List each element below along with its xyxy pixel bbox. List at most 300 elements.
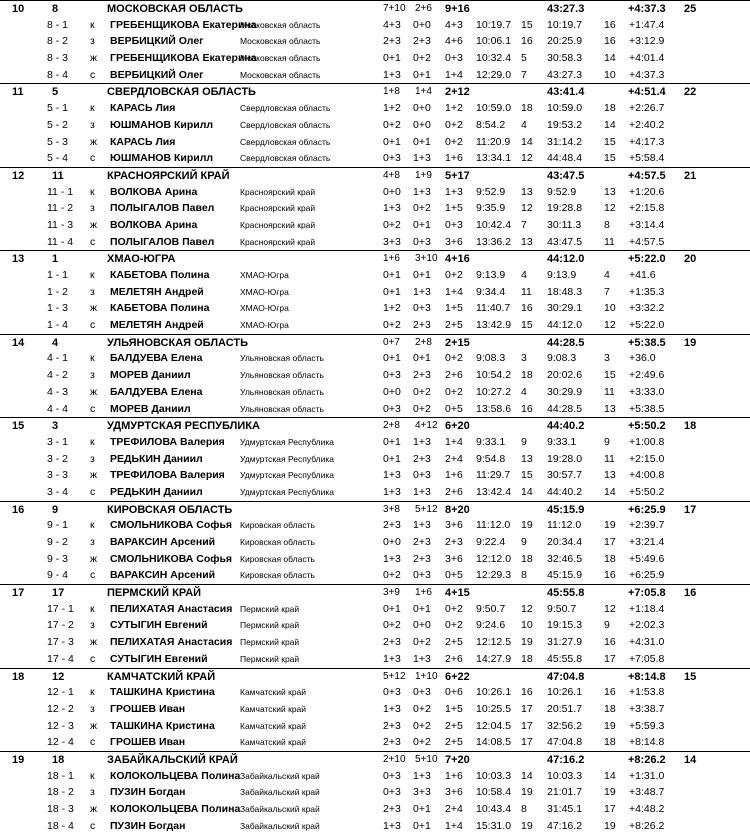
athlete-row — [0, 651, 750, 668]
leg-gap: +5:38.5 — [629, 402, 665, 415]
leg-penalty-total: 2+6 — [445, 652, 463, 665]
team-time: 45:55.8 — [547, 587, 585, 600]
leg-penalty-standing: 1+3 — [413, 769, 431, 782]
team-region: КРАСНОЯРСКИЙ КРАЙ — [107, 169, 230, 182]
team-gap: +8:14.8 — [628, 670, 666, 683]
leg-penalty-standing: 0+2 — [413, 636, 431, 649]
leg-time: 9:52.9 — [476, 185, 506, 198]
leg-gap: +3:48.7 — [629, 786, 665, 799]
cumulative-rank: 14 — [604, 52, 616, 65]
leg-penalty-standing: 0+2 — [413, 402, 431, 415]
team-gap: +4:57.5 — [628, 169, 666, 182]
leg-penalty-standing: 0+1 — [413, 68, 431, 81]
leg-time: 10:25.5 — [476, 702, 512, 715]
leg-penalty-standing: 1+3 — [413, 435, 431, 448]
team-region: МОСКОВСКАЯ ОБЛАСТЬ — [107, 3, 243, 15]
athlete-region: Забайкальский край — [240, 787, 320, 798]
leg-penalty-prone: 1+2 — [383, 302, 401, 315]
leg-stage: з — [90, 536, 95, 548]
leg-stage: ж — [90, 803, 98, 815]
leg-penalty-prone: 2+3 — [383, 636, 401, 649]
athlete-name: РЕДЬКИН Даниил — [110, 485, 203, 498]
leg-rank: 12 — [521, 152, 533, 165]
athlete-region: Удмуртская Республика — [240, 486, 335, 497]
leg-stage: к — [90, 519, 95, 532]
athlete-name: ПЕЛИХАТАЯ Анастасия — [110, 636, 233, 649]
leg-gap: +1:20.6 — [629, 185, 665, 198]
leg-gap: +5:22.0 — [629, 319, 665, 332]
cumulative-time: 11:12.0 — [547, 519, 582, 532]
leg-number: 4 - 1 — [47, 352, 69, 365]
team-row — [0, 250, 750, 267]
team-time: 43:41.4 — [547, 86, 585, 99]
team-place: 13 — [12, 253, 25, 266]
athlete-region: Камчатский край — [240, 687, 307, 698]
leg-penalty-standing: 0+3 — [413, 469, 431, 482]
leg-number: 4 - 4 — [47, 402, 69, 415]
cumulative-rank: 16 — [604, 636, 616, 649]
leg-time: 9:08.3 — [476, 352, 506, 365]
leg-number: 1 - 4 — [47, 319, 69, 332]
leg-penalty-prone: 0+1 — [383, 135, 401, 148]
leg-stage: с — [90, 819, 96, 832]
leg-gap: +3:38.7 — [629, 702, 665, 715]
leg-penalty-prone: 1+3 — [383, 202, 401, 215]
team-gap: +5:38.5 — [628, 336, 666, 349]
leg-stage: з — [90, 452, 95, 465]
cumulative-time: 32:56.2 — [547, 719, 583, 732]
team-points: 16 — [684, 587, 697, 600]
leg-penalty-standing: 0+0 — [413, 18, 431, 31]
leg-penalty-standing: 0+1 — [413, 352, 431, 365]
leg-number: 9 - 1 — [47, 519, 69, 532]
team-penalty-prone: 3+8 — [383, 503, 400, 515]
athlete-region: Пермский край — [240, 603, 300, 614]
leg-stage: з — [90, 702, 95, 715]
leg-rank: 13 — [521, 185, 533, 198]
leg-time: 10:06.1 — [476, 35, 512, 48]
team-bib: 11 — [52, 169, 64, 182]
cumulative-time: 30:29.1 — [547, 302, 583, 315]
leg-penalty-prone: 0+2 — [383, 319, 401, 332]
leg-time: 10:19.7 — [476, 18, 512, 31]
athlete-row — [0, 718, 750, 735]
leg-time: 11:40.7 — [476, 302, 511, 315]
cumulative-rank: 19 — [604, 786, 616, 799]
leg-number: 1 - 3 — [47, 302, 69, 315]
leg-penalty-total: 0+3 — [445, 52, 463, 65]
athlete-name: КАБЕТОВА Полина — [110, 302, 210, 315]
team-bib: 18 — [52, 753, 65, 766]
athlete-region: Удмуртская Республика — [240, 436, 335, 447]
cumulative-rank: 11 — [604, 452, 615, 465]
team-points: 14 — [684, 753, 697, 766]
leg-gap: +6:25.9 — [629, 569, 665, 582]
leg-penalty-total: 3+6 — [445, 519, 463, 532]
leg-penalty-standing: 0+0 — [413, 619, 431, 632]
leg-penalty-prone: 0+0 — [383, 536, 401, 548]
athlete-region: Красноярский край — [240, 203, 316, 214]
team-place: 19 — [12, 753, 25, 766]
athlete-row — [0, 467, 750, 484]
leg-penalty-prone: 0+1 — [383, 269, 401, 281]
leg-number: 17 - 2 — [47, 619, 74, 632]
cumulative-rank: 16 — [604, 18, 616, 31]
cumulative-time: 20:34.4 — [547, 536, 583, 548]
leg-stage: з — [90, 369, 95, 382]
leg-penalty-prone: 1+3 — [383, 652, 401, 665]
athlete-row — [0, 551, 750, 568]
leg-penalty-standing: 2+3 — [413, 552, 431, 565]
leg-penalty-prone: 0+3 — [383, 152, 401, 165]
team-time: 47:16.2 — [547, 753, 585, 766]
leg-gap: +4:48.2 — [629, 803, 665, 815]
athlete-row — [0, 17, 750, 34]
leg-time: 10:58.4 — [476, 786, 512, 799]
leg-time: 12:12.5 — [476, 636, 512, 649]
athlete-name: МОРЕВ Даниил — [110, 369, 191, 382]
athlete-row — [0, 768, 750, 785]
leg-penalty-total: 2+6 — [445, 485, 463, 498]
leg-penalty-prone: 0+2 — [383, 118, 401, 131]
leg-time: 9:50.7 — [476, 602, 506, 615]
leg-number: 1 - 1 — [47, 269, 69, 281]
leg-penalty-total: 0+2 — [445, 352, 463, 365]
cumulative-rank: 18 — [604, 102, 616, 115]
leg-gap: +4:01.4 — [629, 52, 665, 65]
leg-time: 12:29.3 — [476, 569, 512, 582]
leg-penalty-prone: 0+3 — [383, 686, 401, 699]
team-region: КАМЧАТСКИЙ КРАЙ — [107, 670, 216, 683]
leg-penalty-total: 0+2 — [445, 385, 463, 398]
leg-time: 12:29.0 — [476, 68, 512, 81]
team-row — [0, 668, 750, 685]
leg-penalty-standing: 2+3 — [413, 319, 431, 332]
cumulative-rank: 18 — [604, 552, 616, 565]
leg-rank: 9 — [521, 536, 527, 548]
cumulative-time: 47:16.2 — [547, 819, 583, 832]
leg-number: 9 - 4 — [47, 569, 69, 582]
team-bib: 17 — [52, 587, 65, 600]
team-points: 19 — [684, 336, 697, 349]
athlete-name: СМОЛЬНИКОВА Софья — [110, 552, 233, 565]
athlete-name: ПОЛЫГАЛОВ Павел — [110, 235, 215, 248]
leg-penalty-standing: 0+0 — [413, 118, 431, 131]
athlete-region: Пермский край — [240, 620, 300, 631]
leg-time: 10:26.1 — [476, 686, 512, 699]
cumulative-time: 30:11.3 — [547, 218, 582, 231]
athlete-name: ГРОШЕВ Иван — [110, 702, 186, 715]
leg-time: 13:58.6 — [476, 402, 512, 415]
cumulative-rank: 3 — [604, 352, 610, 365]
leg-penalty-standing: 0+3 — [413, 302, 431, 315]
leg-time: 9:35.9 — [476, 202, 506, 215]
cumulative-rank: 9 — [604, 435, 610, 448]
cumulative-rank: 12 — [604, 602, 616, 615]
athlete-region: Московская область — [240, 36, 321, 47]
athlete-region: ХМАО-Югра — [240, 270, 289, 280]
leg-penalty-prone: 0+3 — [383, 402, 401, 415]
leg-stage: ж — [90, 552, 98, 565]
team-row — [0, 584, 750, 601]
athlete-name: ГРЕБЕНЩИКОВА Екатерина — [110, 52, 257, 65]
athlete-region: Ульяновская область — [240, 386, 324, 397]
leg-penalty-total: 2+4 — [445, 803, 463, 815]
athlete-region: Кировская область — [240, 537, 315, 547]
team-penalty-prone: 3+9 — [383, 587, 400, 599]
leg-penalty-total: 3+6 — [445, 552, 463, 565]
leg-gap: +5:59.3 — [629, 719, 665, 732]
leg-penalty-total: 1+3 — [445, 185, 463, 198]
team-place: 15 — [12, 420, 25, 433]
cumulative-time: 47:04.8 — [547, 736, 583, 749]
athlete-name: МОРЕВ Даниил — [110, 402, 191, 415]
athlete-row — [0, 534, 750, 551]
leg-penalty-standing: 0+3 — [413, 686, 431, 699]
team-penalty-standing: 4+12 — [415, 420, 438, 432]
leg-gap: +5:49.6 — [629, 552, 665, 565]
leg-penalty-total: 1+2 — [445, 102, 463, 115]
cumulative-rank: 8 — [604, 218, 610, 231]
cumulative-rank: 19 — [604, 719, 616, 732]
leg-rank: 13 — [521, 235, 533, 248]
athlete-row — [0, 818, 750, 835]
leg-stage: с — [90, 152, 96, 165]
cumulative-time: 31:45.1 — [547, 803, 583, 815]
cumulative-rank: 17 — [604, 803, 616, 815]
team-points: 21 — [684, 169, 697, 182]
leg-penalty-total: 2+6 — [445, 369, 463, 382]
athlete-region: Камчатский край — [240, 737, 307, 748]
cumulative-rank: 15 — [604, 152, 616, 165]
leg-time: 9:22.4 — [476, 536, 506, 548]
leg-stage: к — [90, 18, 95, 31]
cumulative-time: 19:53.2 — [547, 118, 583, 131]
leg-stage: ж — [90, 52, 98, 65]
athlete-region: Забайкальский край — [240, 770, 320, 781]
athlete-name: ТРЕФИЛОВА Валерия — [110, 469, 225, 482]
cumulative-time: 31:27.9 — [547, 636, 583, 649]
leg-gap: +1:53.8 — [629, 686, 665, 699]
team-time: 44:28.5 — [547, 336, 585, 349]
team-penalty-total: 9+16 — [445, 3, 470, 15]
leg-number: 3 - 3 — [47, 469, 69, 482]
athlete-name: ТАШКИНА Кристина — [110, 719, 215, 732]
athlete-name: СУТЫГИН Евгений — [110, 652, 208, 665]
athlete-row — [0, 317, 750, 334]
leg-rank: 14 — [521, 769, 533, 782]
cumulative-rank: 13 — [604, 469, 616, 482]
leg-rank: 16 — [521, 402, 533, 415]
leg-penalty-standing: 2+3 — [413, 35, 431, 48]
leg-rank: 17 — [521, 736, 533, 749]
cumulative-time: 44:48.4 — [547, 152, 583, 165]
athlete-row — [0, 451, 750, 468]
cumulative-rank: 10 — [604, 302, 616, 315]
athlete-name: ВЕРБИЦКИЙ Олег — [110, 35, 204, 48]
leg-stage: з — [90, 285, 95, 298]
cumulative-rank: 15 — [604, 369, 616, 382]
athlete-name: КАРАСЬ Лия — [110, 135, 176, 148]
athlete-region: Камчатский край — [240, 703, 307, 714]
leg-penalty-total: 0+2 — [445, 619, 463, 632]
leg-time: 10:32.4 — [476, 52, 512, 65]
athlete-region: Красноярский край — [240, 186, 316, 197]
leg-time: 12:04.5 — [476, 719, 512, 732]
athlete-name: ГРОШЕВ Иван — [110, 736, 186, 749]
leg-rank: 18 — [521, 652, 533, 665]
leg-time: 11:12.0 — [476, 519, 511, 532]
cumulative-rank: 10 — [604, 68, 616, 81]
team-penalty-total: 4+16 — [445, 253, 470, 266]
cumulative-rank: 19 — [604, 819, 616, 832]
leg-penalty-standing: 0+2 — [413, 736, 431, 749]
team-row — [0, 167, 750, 184]
leg-gap: +1:00.8 — [629, 435, 665, 448]
team-penalty-total: 7+20 — [445, 753, 470, 766]
leg-gap: +2:02.3 — [629, 619, 665, 632]
athlete-row — [0, 617, 750, 634]
cumulative-rank: 14 — [604, 769, 616, 782]
leg-time: 13:36.2 — [476, 235, 512, 248]
cumulative-time: 45:15.9 — [547, 569, 583, 582]
athlete-region: Камчатский край — [240, 720, 307, 731]
leg-rank: 4 — [521, 269, 527, 281]
athlete-name: МЕЛЕТЯН Андрей — [110, 319, 204, 332]
leg-stage: ж — [90, 385, 98, 398]
athlete-name: СМОЛЬНИКОВА Софья — [110, 519, 233, 532]
leg-time: 10:03.3 — [476, 769, 512, 782]
athlete-row — [0, 434, 750, 451]
team-gap: +5:22.0 — [628, 253, 666, 266]
leg-penalty-total: 1+6 — [445, 152, 463, 165]
leg-penalty-standing: 2+3 — [413, 536, 431, 548]
leg-stage: ж — [90, 636, 98, 649]
athlete-row — [0, 784, 750, 801]
leg-number: 11 - 4 — [47, 235, 74, 248]
cumulative-time: 10:59.0 — [547, 102, 583, 115]
leg-rank: 19 — [521, 519, 533, 532]
leg-gap: +1:18.4 — [629, 602, 665, 615]
cumulative-rank: 17 — [604, 536, 616, 548]
team-place: 18 — [12, 670, 25, 683]
leg-stage: к — [90, 602, 95, 615]
leg-time: 10:27.2 — [476, 385, 512, 398]
team-penalty-standing: 5+10 — [415, 753, 438, 765]
athlete-region: Ульяновская область — [240, 370, 324, 381]
athlete-row — [0, 50, 750, 67]
team-bib: 4 — [52, 336, 59, 349]
team-penalty-standing: 3+10 — [415, 253, 438, 265]
leg-number: 18 - 2 — [47, 786, 74, 799]
leg-number: 12 - 2 — [47, 702, 74, 715]
athlete-name: БАЛДУЕВА Елена — [110, 352, 203, 365]
leg-gap: +7:05.8 — [629, 652, 665, 665]
athlete-row — [0, 67, 750, 84]
leg-penalty-prone: 0+3 — [383, 769, 401, 782]
leg-penalty-prone: 1+3 — [383, 819, 401, 832]
athlete-name: ВАРАКСИН Арсений — [110, 569, 216, 582]
athlete-region: Кировская область — [240, 520, 315, 531]
leg-gap: +3:14.4 — [629, 218, 665, 231]
athlete-row — [0, 134, 750, 151]
athlete-region: Свердловская область — [240, 119, 331, 130]
leg-stage: з — [90, 786, 95, 799]
leg-time: 10:43.4 — [476, 803, 512, 815]
athlete-row — [0, 634, 750, 651]
leg-penalty-prone: 2+3 — [383, 519, 401, 532]
team-bib: 1 — [52, 253, 59, 266]
leg-rank: 19 — [521, 819, 533, 832]
team-penalty-standing: 1+9 — [415, 169, 432, 181]
leg-penalty-total: 1+4 — [445, 819, 463, 832]
leg-rank: 4 — [521, 118, 527, 131]
leg-penalty-standing: 0+3 — [413, 569, 431, 582]
team-gap: +8:26.2 — [628, 753, 666, 766]
cumulative-time: 45:55.8 — [547, 652, 583, 665]
leg-penalty-prone: 0+1 — [383, 435, 401, 448]
cumulative-time: 10:19.7 — [547, 18, 583, 31]
leg-penalty-standing: 1+3 — [413, 652, 431, 665]
leg-penalty-standing: 0+2 — [413, 52, 431, 65]
leg-penalty-standing: 1+3 — [413, 485, 431, 498]
team-penalty-total: 2+15 — [445, 336, 470, 349]
athlete-row — [0, 100, 750, 117]
leg-rank: 19 — [521, 636, 533, 649]
leg-rank: 17 — [521, 702, 533, 715]
leg-penalty-standing: 0+3 — [413, 235, 431, 248]
leg-rank: 14 — [521, 135, 533, 148]
leg-rank: 8 — [521, 803, 527, 815]
leg-rank: 14 — [521, 485, 533, 498]
leg-rank: 12 — [521, 602, 533, 615]
leg-rank: 15 — [521, 18, 533, 31]
athlete-name: БАЛДУЕВА Елена — [110, 385, 203, 398]
cumulative-time: 9:13.9 — [547, 269, 577, 281]
athlete-region: Свердловская область — [240, 136, 331, 147]
team-region: ПЕРМСКИЙ КРАЙ — [107, 587, 202, 600]
leg-number: 8 - 4 — [47, 68, 69, 81]
athlete-row — [0, 234, 750, 251]
team-region: КИРОВСКАЯ ОБЛАСТЬ — [107, 503, 233, 516]
leg-penalty-prone: 2+3 — [383, 719, 401, 732]
leg-gap: +3:32.2 — [629, 302, 665, 315]
athlete-name: ВОЛКОВА Арина — [110, 185, 198, 198]
cumulative-time: 9:33.1 — [547, 435, 577, 448]
cumulative-time: 44:40.2 — [547, 485, 583, 498]
leg-penalty-prone: 1+3 — [383, 469, 401, 482]
leg-penalty-total: 1+6 — [445, 469, 463, 482]
team-row — [0, 83, 750, 100]
team-penalty-prone: 2+8 — [383, 420, 400, 432]
team-penalty-total: 4+15 — [445, 587, 470, 600]
leg-rank: 8 — [521, 569, 527, 582]
team-points: 17 — [684, 503, 697, 516]
team-region: УЛЬЯНОВСКАЯ ОБЛАСТЬ — [107, 336, 248, 349]
leg-number: 5 - 2 — [47, 118, 69, 131]
cumulative-time: 19:28.0 — [547, 452, 583, 465]
leg-stage: с — [90, 68, 96, 81]
leg-number: 4 - 3 — [47, 385, 69, 398]
leg-stage: с — [90, 235, 96, 248]
leg-penalty-prone: 2+3 — [383, 736, 401, 749]
leg-number: 5 - 1 — [47, 102, 69, 115]
cumulative-time: 18:48.3 — [547, 285, 583, 298]
athlete-region: Московская область — [240, 19, 321, 30]
cumulative-time: 19:15.3 — [547, 619, 583, 632]
leg-stage: ж — [90, 135, 98, 148]
leg-penalty-total: 2+5 — [445, 636, 463, 649]
